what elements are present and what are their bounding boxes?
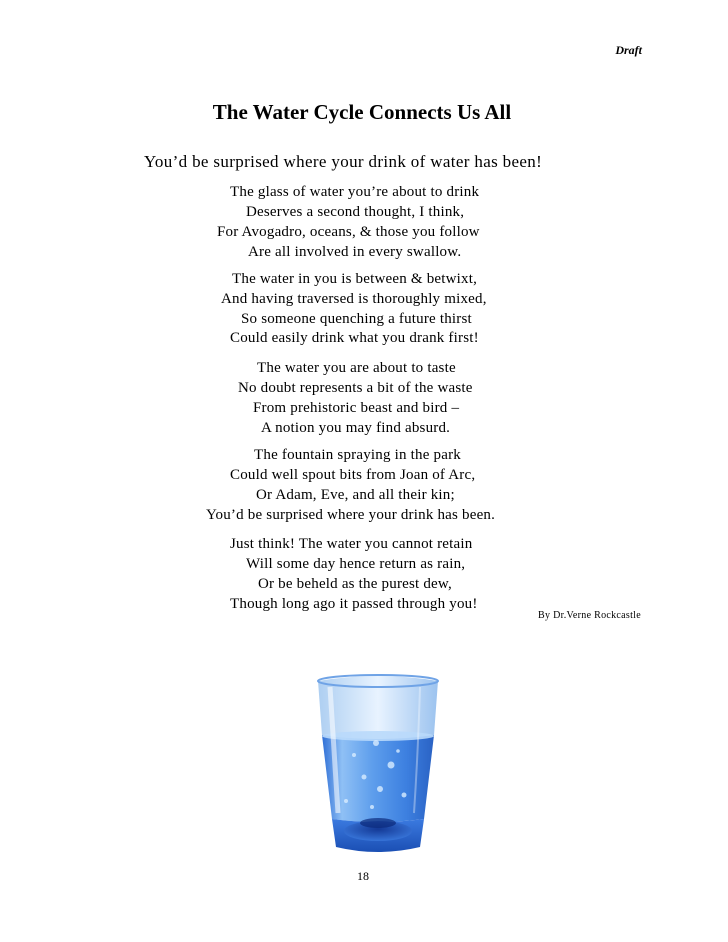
page-title xyxy=(0,100,728,125)
poem-line: The water in you is between & betwixt, xyxy=(232,271,478,287)
poem-line: Could well spout bits from Joan of Arc, xyxy=(230,467,476,483)
poem-line: Deserves a second thought, I think, xyxy=(246,204,465,220)
poem-line: Are all involved in every swallow. xyxy=(248,244,462,260)
poem-line: For Avogadro, oceans, & those you follow xyxy=(217,224,480,240)
page-number-text: 18 xyxy=(357,869,369,883)
poem-line: From prehistoric beast and bird – xyxy=(253,400,460,416)
poem-line: No doubt represents a bit of the waste xyxy=(238,380,473,396)
water-glass-illustration xyxy=(316,673,440,857)
intro-line: You’d be surprised where your drink of water has been! xyxy=(144,152,543,171)
poem-line: Will some day hence return as rain, xyxy=(246,556,466,572)
poem-line: You’d be surprised where your drink has been. xyxy=(206,507,496,523)
poem-line: So someone quenching a future thirst xyxy=(241,311,472,327)
poem-line: Just think! The water you cannot retain xyxy=(230,536,473,552)
draft-label: Draft xyxy=(615,43,642,57)
poem-line: The glass of water you’re about to drink xyxy=(230,184,480,200)
poem-line: A notion you may find absurd. xyxy=(261,420,451,436)
author-byline: By Dr.Verne Rockcastle xyxy=(538,610,641,621)
poem-line: Or Adam, Eve, and all their kin; xyxy=(256,487,455,503)
page-number xyxy=(0,869,728,884)
poem-line: Though long ago it passed through you! xyxy=(230,596,478,612)
poem-line: Could easily drink what you drank first! xyxy=(230,330,479,346)
poem-line: The fountain spraying in the park xyxy=(254,447,461,463)
poem-line: And having traversed is thoroughly mixed, xyxy=(221,291,487,307)
poem-line: Or be beheld as the purest dew, xyxy=(258,576,452,592)
water-glass-icon xyxy=(316,673,440,857)
poem-line: The water you are about to taste xyxy=(257,360,456,376)
page-title-text: The Water Cycle Connects Us All xyxy=(212,100,512,124)
